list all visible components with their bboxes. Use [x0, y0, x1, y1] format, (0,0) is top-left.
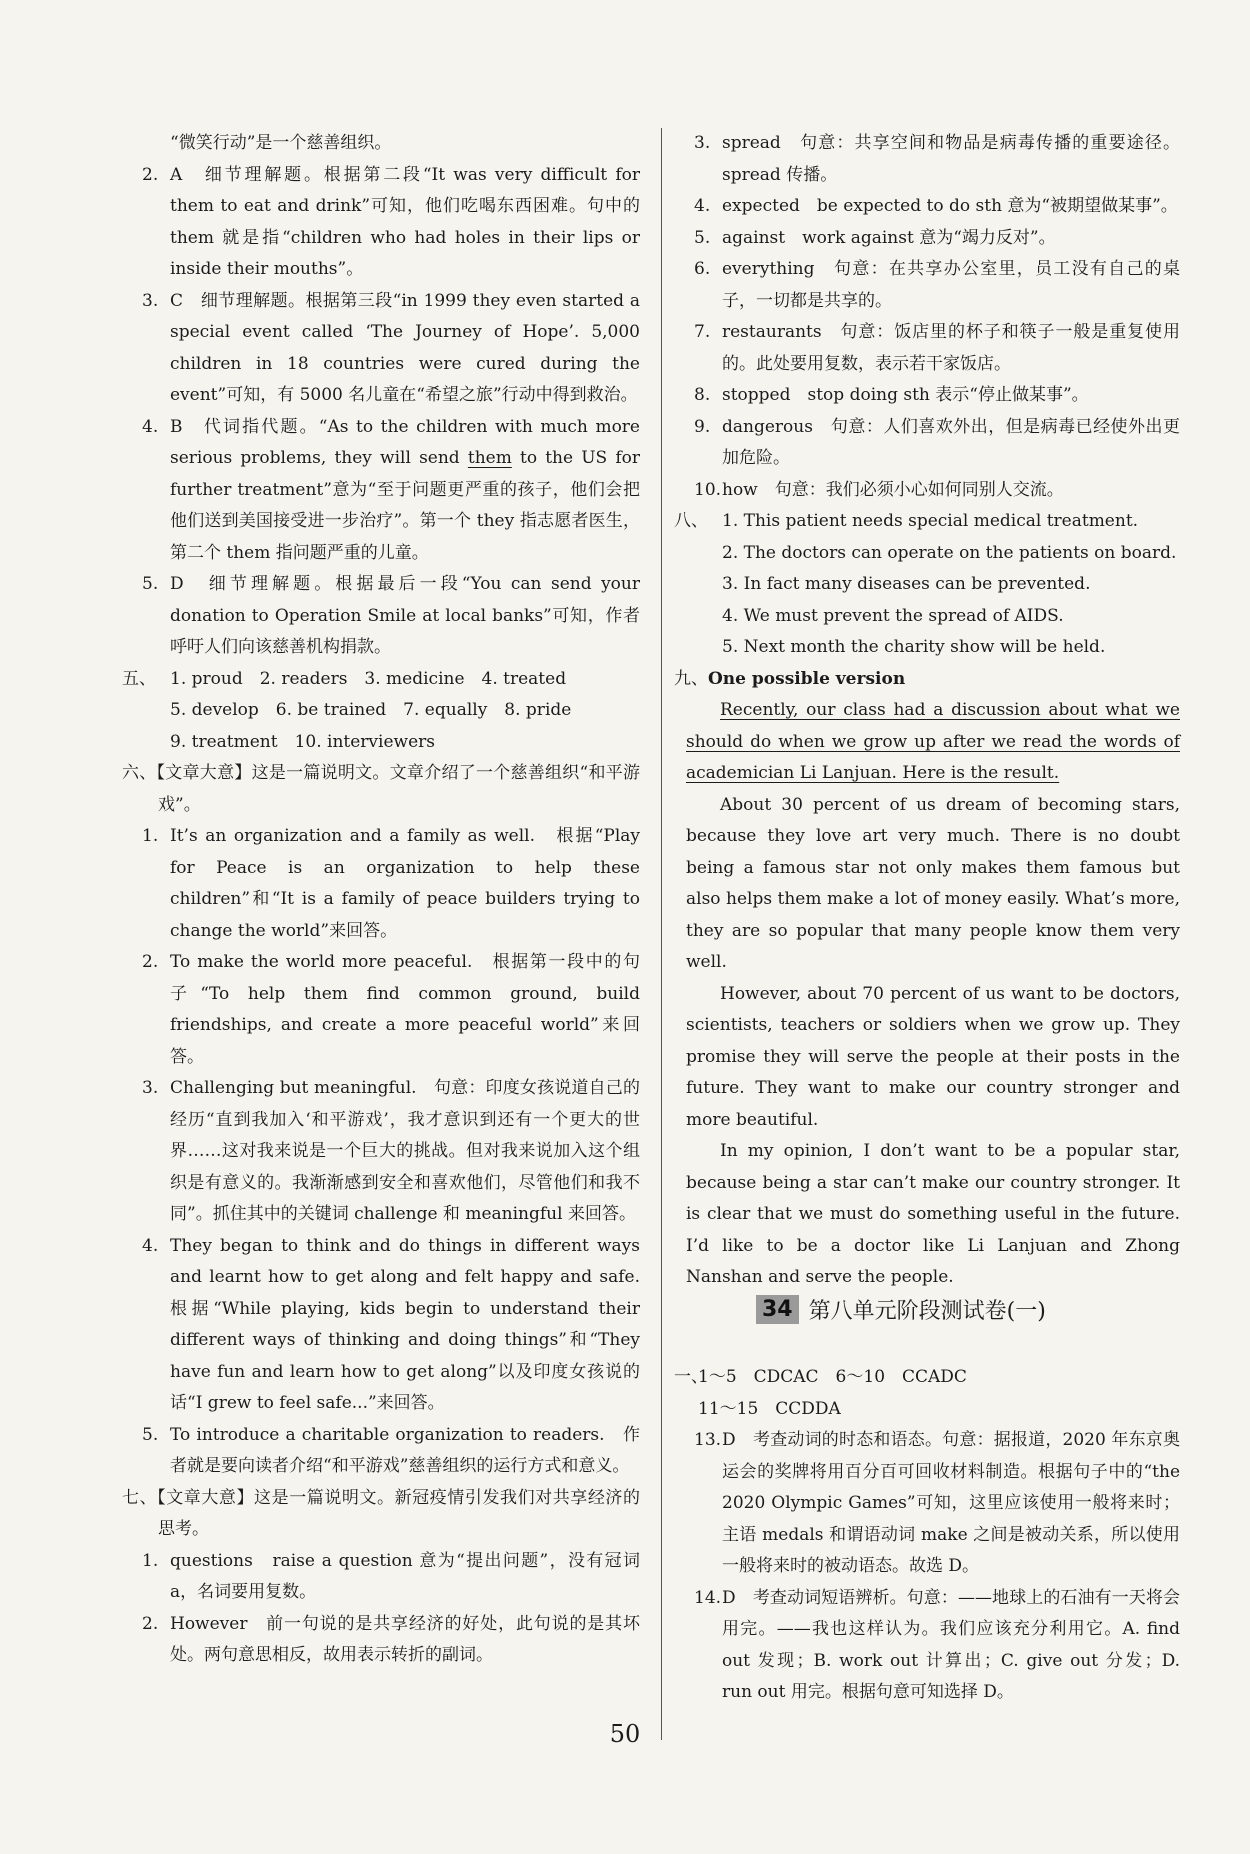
section-1: 一、 1～5 CDCAC 6～10 CCADC 11～15 CCDDA 13. D 考查动词的时态和语态。句意：据报道，2020 年东京奥运会的奖牌将用百分百可回收材料制造。根据句子中的“the 2020 Olympic Games”可知，这里应该使用一般将来时；主语 medals 和谓语动词 make 之间是被动关系，所以使用一般将来时的被动语态。故选 D。 14. D 考查动词短语辨析。句意：——地球上的石油有一天将会用完。——我也这样认为。我们应该充分利用它。A. find out 发现；B. work out 计算出；C. give out 分发；D. run out 用完。根据句意可知选择 D。	[686, 1362, 1180, 1709]
section-8: 八、 1. This patient needs special medical treatment. 2. The doctors can operate on the patients on board. 3. In fact many diseases can be prevented. 4. We must prevent the spread of AIDS. 5. Next month the charity show will be held.	[674, 511, 1177, 657]
essay-title: One possible version	[708, 668, 906, 689]
answer-item: 1. It’s an organization and a family as well. 根据“Play for Peace is an organization to help these children”和“It is a family of peace builders trying to change the world”来回答。	[142, 826, 640, 941]
answer-item: 3. spread 句意：共享空间和物品是病毒传播的重要途径。spread 传播。	[694, 133, 1180, 185]
essay-para: In my opinion, I don’t want to be a popular star, because being a star can’t make our country stronger. It is clear that we must do something useful in the future. I’d like to be a doctor like Li Lanjuan and Zhong Nanshan and serve the people.	[686, 1141, 1180, 1287]
answer-item: 8. stopped stop doing sth 表示“停止做某事”。	[694, 385, 1089, 405]
section-title: 第八单元阶段测试卷(一)	[808, 1299, 1046, 1324]
answer-item: 9. dangerous 句意：人们喜欢外出，但是病毒已经使外出更加危险。	[694, 416, 1180, 468]
answer-item: 4. B 代词指代题。“As to the children with much more serious problems, they will send them to the US for further treatment”意为“至于问题更严重的孩子，他们会把他们送到美国接受进一步治疗”。第一个 they 指志愿者医生，第二个 them 指问题严重的儿童。	[142, 416, 640, 563]
answer-item: 10. how 句意：我们必须小心如何同别人交流。	[694, 479, 1064, 500]
answer-item: 4. expected be expected to do sth 意为“被期望做某事”。	[694, 196, 1178, 216]
essay-para: However, about 70 percent of us want to be doctors, scientists, teachers or soldiers when we grow up. They promise they will serve the people at their posts in the future. They want to make our country stronger and more beautiful.	[686, 983, 1180, 1130]
section-7: 七、【文章大意】这是一篇说明文。新冠疫情引发我们对共享经济的思考。 1. questions raise a question 意为“提出问题”，没有冠词 a，名词要用复数。 2. However 前一句说的是共享经济的好处，此句说的是其坏处。两句意思相反，故用表示转折的副词。	[134, 1483, 640, 1672]
answer-item: 3. C 细节理解题。根据第三段“in 1999 they even started a special event called ‘The Journey of Hope’. 5,000 children in 18 countries were cured during the event”可知，有 5000 名儿童在“希望之旅”行动中得到救治。	[142, 290, 640, 405]
answer-item: 1. questions raise a question 意为“提出问题”，没有冠词 a，名词要用复数。	[142, 1550, 640, 1602]
answer-item: 4. They began to think and do things in different ways and learnt how to get along and felt happy and safe. 根据“While playing, kids begin to understand their different ways of thinking and doing things”和“They have fun and learn how to get along”以及印度女孩说的话“I grew to feel safe...”来回答。	[142, 1235, 657, 1413]
column-divider	[661, 128, 662, 1740]
answer-item: 3. Challenging but meaningful. 句意：印度女孩说道自己的经历“直到我加入‘和平游戏’，我才意识到还有一个更大的世界……这对我来说是一个巨大的挑战。但对我来说加入这个组织是有意义的。我渐渐感到安全和喜欢他们，尽管他们和我不同”。抓住其中的关键词 challenge 和 meaningful 来回答。	[142, 1078, 640, 1224]
answer-item: 7. restaurants 句意：饭店里的杯子和筷子一般是重复使用的。此处要用复数，表示若干家饭店。	[694, 322, 1180, 374]
test-number-badge: 34	[756, 1295, 799, 1324]
section-6: 六、【文章大意】这是一篇说明文。文章介绍了一个慈善组织“和平游戏”。 1. It’s an organization and a family as well. 根据“Play for Peace is an organization to help these children”和“It is a family of peace builders trying to change the world”来回答。 2. To make the world more peaceful. 根据第一段中的句子“To help them find common ground, build friendships, and create a more peaceful world”来回答。 3. Challenging but meaningful. 句意：印度女孩说道自己的经历“直到我加入‘和平游戏’，我才意识到还有一个更大的世界……这对我来说是一个巨大的挑战。但对我来说加入这个组织是有意义的。我渐渐感到安全和喜欢他们，尽管他们和我不同”。抓住其中的关键词 challenge 和 meaningful 来回答。 4. They began to think and do things in different ways and learnt how to get along and felt happy and safe. 根据“While playing, kids begin to understand their different ways of thinking and doing things”和“They have fun and learn how to get along”以及印度女孩说的话“I grew to feel safe...”来回答。 5. To introduce a charitable organization to readers. 作者就是要向读者介绍“和平游戏”慈善组织的运行方式和意义。	[134, 758, 640, 1483]
section-heading	[756, 1294, 1046, 1325]
right-column	[674, 128, 1180, 1294]
answer-item: 2. To make the world more peaceful. 根据第一段中的句子“To help them find common ground, build friendships, and create a more peaceful world”来回答。	[142, 952, 640, 1067]
left-column	[122, 128, 657, 1672]
answer-item: 5. To introduce a charitable organization to readers. 作者就是要向读者介绍“和平游戏”慈善组织的运行方式和意义。	[142, 1424, 640, 1476]
answer-item: 2. However 前一句说的是共享经济的好处，此句说的是其坏处。两句意思相反，故用表示转折的副词。	[142, 1613, 640, 1665]
answer-line: “微笑行动”是一个慈善组织。	[170, 133, 392, 153]
section-5: 五、 1. proud 2. readers 3. medicine 4. treated 5. develop 6. be trained 7. equally 8. pride 9. treatment 10. interviewers	[122, 668, 572, 752]
answer-item: 2. A 细节理解题。根据第二段“It was very difficult for them to eat and drink”可知，他们吃喝东西困难。句中的 them 就是指“children who had holes in their lips or inside their mouths”。	[142, 164, 640, 279]
essay-para: Recently, our class had a discussion about what we should do when we grow up after we read the words of academician Li Lanjuan. Here is the result.	[686, 700, 1180, 783]
answer-item: 6. everything 句意：在共享办公室里，员工没有自己的桌子，一切都是共享的。	[694, 259, 1180, 311]
answer-item: 5. against work against 意为“竭力反对”。	[694, 227, 1056, 248]
page-number: 50	[609, 1720, 641, 1748]
answer-item: 14. D 考查动词短语辨析。句意：——地球上的石油有一天将会用完。——我也这样认为。我们应该充分利用它。A. find out 发现；B. work out 计算出；C. give out 分发；D. run out 用完。根据句意可知选择 D。	[694, 1587, 1180, 1702]
answer-item: 13. D 考查动词的时态和语态。句意：据报道，2020 年东京奥运会的奖牌将用百分百可回收材料制造。根据句子中的“the 2020 Olympic Games”可知，这里应该使用一般将来时；主语 medals 和谓语动词 make 之间是被动关系，所以使用一般将来时的被动语态。故选 D。	[694, 1430, 1180, 1576]
section-9: 九、One possible version Recently, our class had a discussion about what we should do when we grow up after we read the words of academician Li Lanjuan. Here is the result. About 30 percent of us dream of becoming stars, because they love art very much. There is no doubt being a famous star not only makes them famous but also helps them make a lot of money easily. What’s more, they are so popular that many people know them very well. However, about 70 percent of us want to be doctors, scientists, teachers or soldiers when we grow up. They promise they will serve the people at their posts in the future. They want to make our country stronger and more beautiful. In my opinion, I don’t want to be a popular star, because being a star can’t make our country stronger. It is clear that we must do something useful in the future. I’d like to be a doctor like Li Lanjuan and Zhong Nanshan and serve the people.	[686, 664, 1180, 1294]
answer-item: 5. D 细节理解题。根据最后一段“You can send your donation to Operation Smile at local banks”可知，作者呼吁人们向该慈善机构捐款。	[142, 574, 640, 657]
essay-para: About 30 percent of us dream of becoming stars, because they love art very much. There is no doubt being a famous star not only makes them famous but also helps them make a lot of money easily. What’s more, they are so popular that many people know them very well.	[686, 794, 1180, 972]
